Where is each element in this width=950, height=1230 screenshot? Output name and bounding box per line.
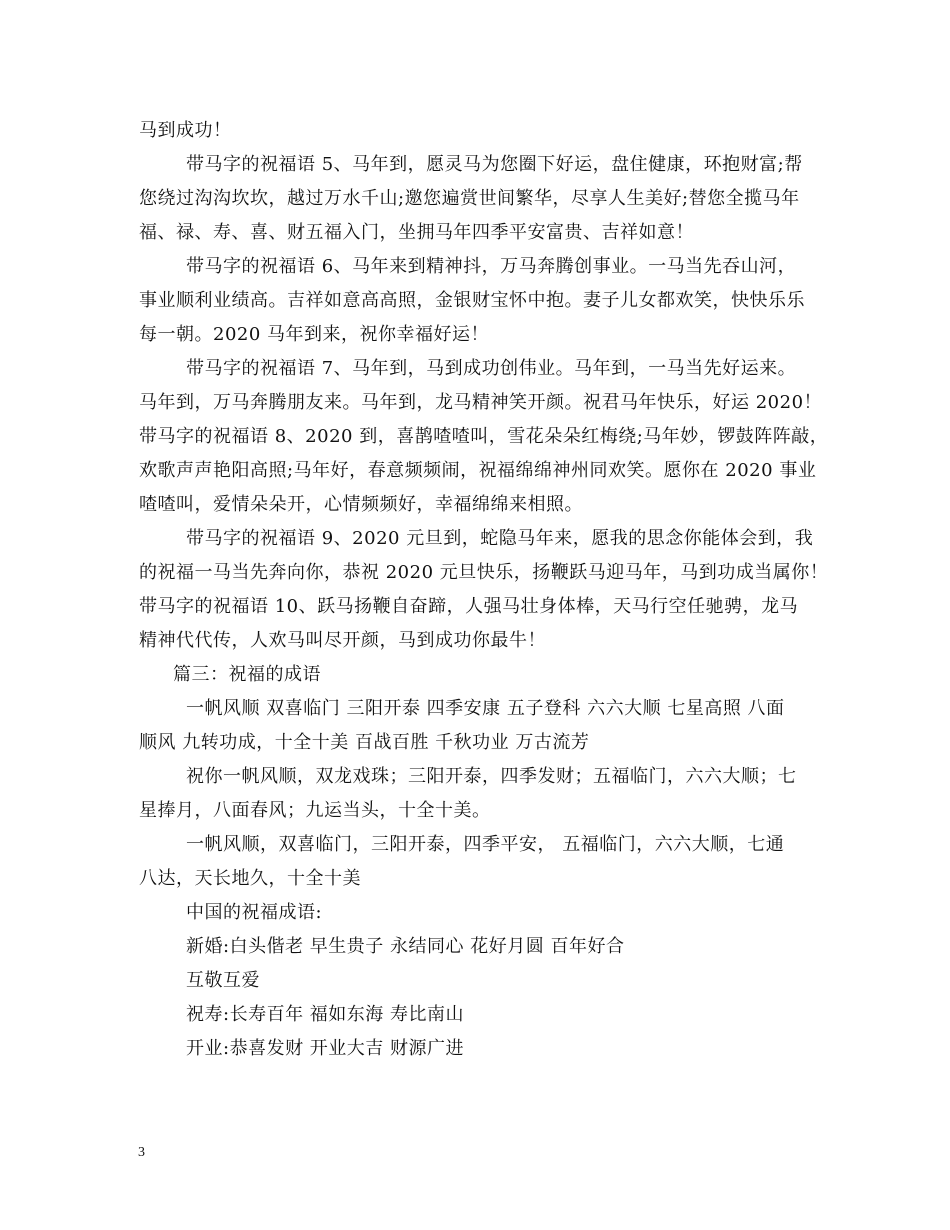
text-line: 中国的祝福成语: xyxy=(186,902,323,923)
text-line: 您绕过沟沟坎坎，越过万水千山;邀您遍赏世间繁华，尽享人生美好;替您全揽马年 xyxy=(139,188,800,209)
text-line: 一帆风顺，双喜临门，三阳开泰，四季平安， 五福临门，六六大顺，七通 xyxy=(186,834,785,855)
text-line: 带马字的祝福语 10、跃马扬鞭自奋蹄，人强马壮身体棒，天马行空任驰骋，龙马 xyxy=(139,596,799,617)
text-line: 马到成功！ xyxy=(139,120,232,141)
text-line: 每一朝。2020 马年到来，祝你幸福好运！ xyxy=(139,324,490,345)
text-line: 祝你一帆风顺，双龙戏珠；三阳开泰，四季发财；五福临门，六六大顺；七 xyxy=(186,766,797,787)
text-line: 喳喳叫，爱情朵朵开，心情频频好，幸福绵绵来相照。 xyxy=(139,494,583,515)
text-line: 的祝福一马当先奔向你，恭祝 2020 元旦快乐，扬鞭跃马迎马年，马到功成当属你！ xyxy=(139,562,829,583)
section-heading: 篇三：祝福的成语 xyxy=(173,664,321,685)
text-line: 带马字的祝福语 7、马年到，马到成功创伟业。马年到，一马当先好运来。 xyxy=(186,358,797,379)
text-line: 带马字的祝福语 9、2020 元旦到，蛇隐马年来，愿我的思念你能体会到，我 xyxy=(186,528,814,549)
text-line: 带马字的祝福语 6、马年来到精神抖，万马奔腾创事业。一马当先吞山河， xyxy=(186,256,797,277)
text-line: 带马字的祝福语 5、马年到，愿灵马为您圈下好运，盘住健康，环抱财富;帮 xyxy=(186,154,803,175)
text-line: 新婚:白头偕老 早生贵子 永结同心 花好月圆 百年好合 xyxy=(186,936,625,957)
text-line: 八达，天长地久，十全十美 xyxy=(139,868,361,889)
text-line: 顺风 九转功成，十全十美 百战百胜 千秋功业 万古流芳 xyxy=(139,732,590,753)
page-number: 3 xyxy=(138,1145,145,1160)
text-line: 马年到，万马奔腾朋友来。马年到，龙马精神笑开颜。祝君马年快乐，好运 2020！ xyxy=(139,392,823,413)
text-line: 带马字的祝福语 8、2020 到，喜鹊喳喳叫，雪花朵朵红梅绕;马年妙，锣鼓阵阵敲， xyxy=(139,426,829,447)
text-line: 精神代代传，人欢马叫尽开颜，马到成功你最牛！ xyxy=(139,630,546,651)
text-line: 互敬互爱 xyxy=(186,970,260,991)
text-line: 福、禄、寿、喜、财五福入门，坐拥马年四季平安富贵、吉祥如意！ xyxy=(139,222,694,243)
text-line: 星捧月，八面春风；九运当头，十全十美。 xyxy=(139,800,491,821)
text-line: 祝寿:长寿百年 福如东海 寿比南山 xyxy=(186,1004,465,1025)
text-line: 欢歌声声艳阳高照;马年好，春意频频闹，祝福绵绵神州同欢笑。愿你在 2020 事业 xyxy=(139,460,817,481)
text-line: 一帆风顺 双喜临门 三阳开泰 四季安康 五子登科 六六大顺 七星高照 八面 xyxy=(186,698,785,719)
text-line: 事业顺利业绩高。吉祥如意高高照，金银财宝怀中抱。妻子儿女都欢笑，快快乐乐 xyxy=(139,290,805,311)
text-line: 开业:恭喜发财 开业大吉 财源广进 xyxy=(186,1038,465,1059)
